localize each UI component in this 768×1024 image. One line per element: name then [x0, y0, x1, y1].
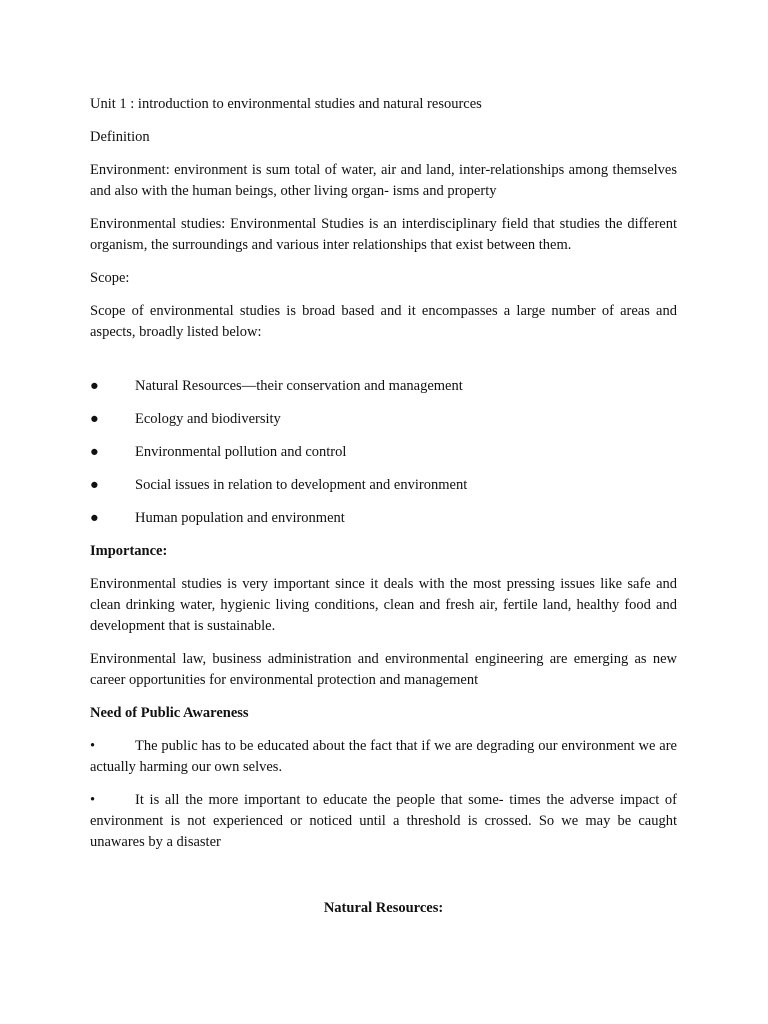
- importance-paragraph: Environmental studies is very important since it deals with the most pressing issues like safe and clean drinking water, hygienic living conditions, clean and fresh air, fertile land, healthy food and development that is sustainable.: [90, 576, 677, 634]
- list-item-label: Social issues in relation to development and environment: [135, 477, 468, 493]
- list-item: [90, 409, 677, 430]
- list-item-label: Human population and environment: [135, 510, 345, 526]
- bullet-icon: •: [90, 738, 96, 754]
- environmental-studies-definition: Environmental studies: Environmental Studies is an interdisciplinary field that studies the different organism, the surroundings and various inter relationships that exist between them.: [90, 216, 677, 253]
- awareness-item: [90, 790, 677, 853]
- importance-heading: Importance:: [90, 543, 168, 559]
- bullet-icon: ●: [90, 411, 99, 427]
- bullet-icon: ●: [90, 444, 99, 460]
- list-item: [90, 508, 677, 529]
- list-item-label: Environmental pollution and control: [135, 444, 347, 460]
- bullet-icon: ●: [90, 477, 99, 493]
- environment-definition: Environment: environment is sum total of water, air and land, inter-relationships among themselves and also with the human beings, other living organ- isms and property: [90, 162, 677, 199]
- scope-list: [90, 376, 677, 529]
- bullet-icon: ●: [90, 378, 99, 394]
- awareness-item-text: The public has to be educated about the fact that if we are degrading our environment we are actually harming our own selves.: [90, 738, 677, 775]
- awareness-item-text: It is all the more important to educate the people that some- times the adverse impact of environment is not experienced or noticed until a threshold is crossed. So we may be caught unawares by a disaster: [90, 792, 677, 850]
- scope-heading: Scope:: [90, 270, 130, 286]
- list-item: [90, 376, 677, 397]
- list-item-label: Ecology and biodiversity: [135, 411, 281, 427]
- importance-paragraph: Environmental law, business administration and environmental engineering are emerging as new career opportunities for environmental protection and management: [90, 651, 677, 688]
- awareness-item: [90, 736, 677, 778]
- natural-resources-heading: Natural Resources:: [323, 900, 444, 916]
- list-item: [90, 442, 677, 463]
- public-awareness-heading: Need of Public Awareness: [90, 705, 249, 721]
- unit-title: Unit 1 : introduction to environmental studies and natural resources: [90, 96, 482, 112]
- list-item: [90, 475, 677, 496]
- list-item-label: Natural Resources—their conservation and management: [135, 378, 463, 394]
- scope-text: Scope of environmental studies is broad based and it encompasses a large number of areas and aspects, broadly listed below:: [90, 303, 677, 340]
- bullet-icon: •: [90, 792, 96, 808]
- definition-heading: Definition: [90, 129, 150, 145]
- document-page: [90, 94, 677, 919]
- bullet-icon: ●: [90, 510, 99, 526]
